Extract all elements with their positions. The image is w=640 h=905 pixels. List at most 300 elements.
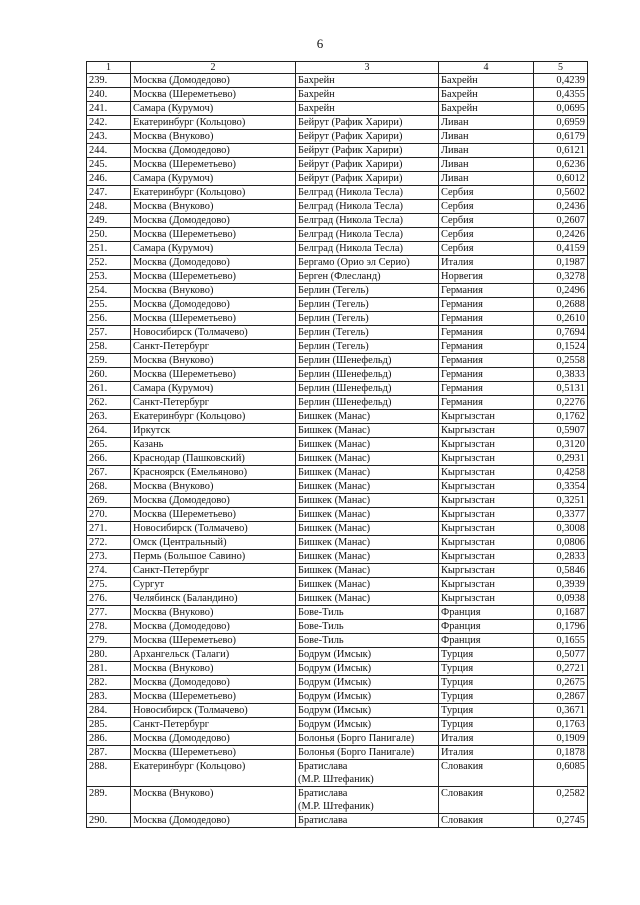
row-number: 279.: [87, 634, 131, 648]
destination-country: Бахрейн: [439, 88, 534, 102]
destination-country: Германия: [439, 354, 534, 368]
destination-country: Кыргызстан: [439, 564, 534, 578]
destination-country: Кыргызстан: [439, 550, 534, 564]
origin-airport: Самара (Курумоч): [131, 172, 296, 186]
destination-country: Кыргызстан: [439, 592, 534, 606]
row-number: 276.: [87, 592, 131, 606]
header-col-4: 4: [439, 62, 534, 74]
row-number: 242.: [87, 116, 131, 130]
table-row: [87, 578, 588, 592]
table-row: [87, 74, 588, 88]
table-row: [87, 88, 588, 102]
destination-country: Италия: [439, 256, 534, 270]
destination-country: Германия: [439, 312, 534, 326]
table-row: [87, 200, 588, 214]
table-row: [87, 634, 588, 648]
destination-airport: Бахрейн: [296, 88, 439, 102]
destination-country: Норвегия: [439, 270, 534, 284]
rate-value: 0,6236: [534, 158, 588, 172]
destination-country: Франция: [439, 620, 534, 634]
page-number: 6: [316, 36, 324, 51]
row-number: 277.: [87, 606, 131, 620]
destination-airport: Бове-Тиль: [296, 634, 439, 648]
origin-airport: Москва (Внуково): [131, 662, 296, 676]
destination-country: Словакия: [439, 760, 534, 787]
destination-airport: Бодрум (Имсык): [296, 690, 439, 704]
destination-name: Братислава: [298, 788, 348, 799]
row-number: 282.: [87, 676, 131, 690]
destination-airport: Берлин (Шенефельд): [296, 382, 439, 396]
origin-airport: Екатеринбург (Кольцово): [131, 116, 296, 130]
row-number: 287.: [87, 746, 131, 760]
destination-airport: Берлин (Тегель): [296, 298, 439, 312]
destination-airport: Бейрут (Рафик Харири): [296, 158, 439, 172]
destination-airport: Бодрум (Имсык): [296, 718, 439, 732]
destination-airport: Бове-Тиль: [296, 606, 439, 620]
destination-country: Ливан: [439, 116, 534, 130]
origin-airport: Москва (Шереметьево): [131, 746, 296, 760]
rate-value: 0,6179: [534, 130, 588, 144]
table-row: [87, 522, 588, 536]
row-number: 241.: [87, 102, 131, 116]
header-col-5: 5: [534, 62, 588, 74]
rate-value: 0,5907: [534, 424, 588, 438]
destination-country: Германия: [439, 284, 534, 298]
destination-country: Сербия: [439, 186, 534, 200]
table-row: [87, 438, 588, 452]
destination-airport: Бергамо (Орио эл Серио): [296, 256, 439, 270]
origin-airport: Москва (Шереметьево): [131, 228, 296, 242]
destination-country: Германия: [439, 382, 534, 396]
rate-value: 0,0806: [534, 536, 588, 550]
origin-airport: Красноярск (Емельяново): [131, 466, 296, 480]
destination-airport: Берлин (Тегель): [296, 284, 439, 298]
table-row: [87, 564, 588, 578]
origin-airport: Москва (Внуково): [131, 130, 296, 144]
row-number: 265.: [87, 438, 131, 452]
table-row: [87, 494, 588, 508]
row-number: 260.: [87, 368, 131, 382]
rate-value: 0,4239: [534, 74, 588, 88]
row-number: 278.: [87, 620, 131, 634]
rate-value: 0,3354: [534, 480, 588, 494]
rate-value: 0,7694: [534, 326, 588, 340]
rate-value: 0,1524: [534, 340, 588, 354]
row-number: 267.: [87, 466, 131, 480]
destination-airport: Бишкек (Манас): [296, 480, 439, 494]
destination-airport: Болонья (Борго Панигале): [296, 746, 439, 760]
table-row: [87, 690, 588, 704]
rate-value: 0,6121: [534, 144, 588, 158]
destination-airport: Белград (Никола Тесла): [296, 200, 439, 214]
row-number: 247.: [87, 186, 131, 200]
row-number: 283.: [87, 690, 131, 704]
destination-country: Германия: [439, 368, 534, 382]
destination-country: Франция: [439, 606, 534, 620]
row-number: 244.: [87, 144, 131, 158]
row-number: 264.: [87, 424, 131, 438]
row-number: 281.: [87, 662, 131, 676]
destination-airport: Бахрейн: [296, 102, 439, 116]
rate-value: 0,3833: [534, 368, 588, 382]
row-number: 248.: [87, 200, 131, 214]
rate-value: 0,5602: [534, 186, 588, 200]
row-number: 275.: [87, 578, 131, 592]
destination-airport: Берлин (Тегель): [296, 340, 439, 354]
rate-value: 0,3939: [534, 578, 588, 592]
rate-value: 0,2607: [534, 214, 588, 228]
origin-airport: Москва (Внуково): [131, 606, 296, 620]
origin-airport: Москва (Шереметьево): [131, 634, 296, 648]
row-number: 280.: [87, 648, 131, 662]
rate-value: 0,1796: [534, 620, 588, 634]
origin-airport: Москва (Домодедово): [131, 620, 296, 634]
destination-airport: Бове-Тиль: [296, 620, 439, 634]
table-row: [87, 550, 588, 564]
destination-country: Турция: [439, 690, 534, 704]
origin-airport: Москва (Внуково): [131, 480, 296, 494]
rate-value: 0,1762: [534, 410, 588, 424]
row-number: 256.: [87, 312, 131, 326]
table-row: [87, 116, 588, 130]
rate-value: 0,2276: [534, 396, 588, 410]
origin-airport: Санкт-Петербург: [131, 564, 296, 578]
destination-country: Бахрейн: [439, 102, 534, 116]
origin-airport: Иркутск: [131, 424, 296, 438]
table-row: [87, 718, 588, 732]
row-number: 253.: [87, 270, 131, 284]
rate-value: 0,5846: [534, 564, 588, 578]
table-row: [87, 312, 588, 326]
row-number: 261.: [87, 382, 131, 396]
destination-country: Германия: [439, 298, 534, 312]
destination-country: Кыргызстан: [439, 424, 534, 438]
table-row: [87, 326, 588, 340]
table-row: [87, 284, 588, 298]
origin-airport: Москва (Домодедово): [131, 494, 296, 508]
row-number: 289.: [87, 787, 131, 814]
destination-airport: Бодрум (Имсык): [296, 648, 439, 662]
destination-country: Кыргызстан: [439, 578, 534, 592]
row-number: 269.: [87, 494, 131, 508]
table-row: [87, 256, 588, 270]
destination-country: Бахрейн: [439, 74, 534, 88]
origin-airport: Екатеринбург (Кольцово): [131, 410, 296, 424]
destination-airport: Берлин (Тегель): [296, 312, 439, 326]
origin-airport: Москва (Внуково): [131, 200, 296, 214]
origin-airport: Москва (Домодедово): [131, 74, 296, 88]
table-row: [87, 648, 588, 662]
table-row: [87, 158, 588, 172]
table-row: [87, 354, 588, 368]
origin-airport: Челябинск (Баландино): [131, 592, 296, 606]
origin-airport: Пермь (Большое Савино): [131, 550, 296, 564]
row-number: 285.: [87, 718, 131, 732]
row-number: 290.: [87, 814, 131, 828]
rate-value: 0,2558: [534, 354, 588, 368]
table-row: [87, 172, 588, 186]
row-number: 250.: [87, 228, 131, 242]
table-row: [87, 186, 588, 200]
destination-country: Кыргызстан: [439, 536, 534, 550]
origin-airport: Самара (Курумоч): [131, 102, 296, 116]
row-number: 274.: [87, 564, 131, 578]
rate-value: 0,3120: [534, 438, 588, 452]
destination-country: Ливан: [439, 130, 534, 144]
destination-airport: Бишкек (Манас): [296, 578, 439, 592]
rate-value: 0,2426: [534, 228, 588, 242]
table-row: [87, 368, 588, 382]
destination-airport: Бишкек (Манас): [296, 452, 439, 466]
destination-country: Турция: [439, 662, 534, 676]
table-row: [87, 396, 588, 410]
destination-airport: Белград (Никола Тесла): [296, 214, 439, 228]
origin-airport: Москва (Домодедово): [131, 676, 296, 690]
origin-airport: Москва (Домодедово): [131, 144, 296, 158]
destination-country: Франция: [439, 634, 534, 648]
row-number: 239.: [87, 74, 131, 88]
table-row: [87, 130, 588, 144]
rate-value: 0,2931: [534, 452, 588, 466]
destination-airport: Братислава: [296, 814, 439, 828]
rate-value: 0,5131: [534, 382, 588, 396]
destination-country: Германия: [439, 326, 534, 340]
row-number: 268.: [87, 480, 131, 494]
destination-country: Турция: [439, 648, 534, 662]
rate-value: 0,0938: [534, 592, 588, 606]
origin-airport: Новосибирск (Толмачево): [131, 704, 296, 718]
row-number: 262.: [87, 396, 131, 410]
origin-airport: Краснодар (Пашковский): [131, 452, 296, 466]
origin-airport: Самара (Курумоч): [131, 382, 296, 396]
table-row: [87, 787, 588, 814]
destination-airport: Бодрум (Имсык): [296, 676, 439, 690]
origin-airport: Новосибирск (Толмачево): [131, 522, 296, 536]
destination-airport: Бишкек (Манас): [296, 536, 439, 550]
destination-country: Кыргызстан: [439, 452, 534, 466]
rate-value: 0,6959: [534, 116, 588, 130]
rate-value: 0,2675: [534, 676, 588, 690]
rate-value: 0,4355: [534, 88, 588, 102]
header-row: [87, 62, 588, 74]
destination-country: Кыргызстан: [439, 508, 534, 522]
table-row: [87, 270, 588, 284]
destination-airport: Бейрут (Рафик Харири): [296, 130, 439, 144]
row-number: 258.: [87, 340, 131, 354]
row-number: 254.: [87, 284, 131, 298]
rate-value: 0,1987: [534, 256, 588, 270]
destination-country: Италия: [439, 746, 534, 760]
destination-country: Турция: [439, 676, 534, 690]
row-number: 270.: [87, 508, 131, 522]
row-number: 286.: [87, 732, 131, 746]
table-row: [87, 340, 588, 354]
destination-name: Братислава: [298, 761, 348, 772]
origin-airport: Омск (Центральный): [131, 536, 296, 550]
origin-airport: Архангельск (Талаги): [131, 648, 296, 662]
row-number: 273.: [87, 550, 131, 564]
table-row: [87, 228, 588, 242]
destination-country: Кыргызстан: [439, 480, 534, 494]
destination-airport: Бишкек (Манас): [296, 592, 439, 606]
origin-airport: Санкт-Петербург: [131, 718, 296, 732]
table-row: [87, 662, 588, 676]
table-row: [87, 242, 588, 256]
destination-airport: Берлин (Тегель): [296, 326, 439, 340]
header-col-2: 2: [131, 62, 296, 74]
origin-airport: Санкт-Петербург: [131, 340, 296, 354]
table-row: [87, 466, 588, 480]
destination-airport: Белград (Никола Тесла): [296, 242, 439, 256]
destination-airport: Берлин (Шенефельд): [296, 368, 439, 382]
row-number: 252.: [87, 256, 131, 270]
destination-airport: Болонья (Борго Панигале): [296, 732, 439, 746]
row-number: 246.: [87, 172, 131, 186]
destination-country: Кыргызстан: [439, 438, 534, 452]
table-row: [87, 410, 588, 424]
origin-airport: Москва (Шереметьево): [131, 690, 296, 704]
row-number: 255.: [87, 298, 131, 312]
rate-value: 0,2436: [534, 200, 588, 214]
rate-value: 0,1763: [534, 718, 588, 732]
rate-value: 0,2496: [534, 284, 588, 298]
row-number: 243.: [87, 130, 131, 144]
row-number: 271.: [87, 522, 131, 536]
origin-airport: Сургут: [131, 578, 296, 592]
rate-value: 0,6085: [534, 760, 588, 787]
destination-country: Кыргызстан: [439, 494, 534, 508]
rate-value: 0,1655: [534, 634, 588, 648]
destination-airport: Бодрум (Имсык): [296, 662, 439, 676]
rate-value: 0,2745: [534, 814, 588, 828]
destination-country: Сербия: [439, 200, 534, 214]
destination-airport: Бишкек (Манас): [296, 550, 439, 564]
destination-country: Словакия: [439, 787, 534, 814]
rate-value: 0,2833: [534, 550, 588, 564]
rate-value: 0,3377: [534, 508, 588, 522]
destination-airport: Бодрум (Имсык): [296, 704, 439, 718]
destination-airport: Белград (Никола Тесла): [296, 186, 439, 200]
rate-value: 0,2688: [534, 298, 588, 312]
origin-airport: Москва (Шереметьево): [131, 368, 296, 382]
destination-country: Германия: [439, 396, 534, 410]
destination-airport: [296, 760, 439, 787]
table-row: [87, 676, 588, 690]
destination-airport: [296, 787, 439, 814]
rate-value: 0,6012: [534, 172, 588, 186]
rate-value: 0,1909: [534, 732, 588, 746]
origin-airport: Москва (Домодедово): [131, 814, 296, 828]
destination-country: Германия: [439, 340, 534, 354]
header-col-3: 3: [296, 62, 439, 74]
row-number: 288.: [87, 760, 131, 787]
destination-country: Словакия: [439, 814, 534, 828]
origin-airport: Москва (Шереметьево): [131, 158, 296, 172]
table-row: [87, 382, 588, 396]
rate-value: 0,5077: [534, 648, 588, 662]
destination-airport: Бишкек (Манас): [296, 494, 439, 508]
destination-country: Кыргызстан: [439, 522, 534, 536]
origin-airport: Москва (Шереметьево): [131, 508, 296, 522]
table-row: [87, 746, 588, 760]
rate-value: 0,4258: [534, 466, 588, 480]
table-row: [87, 102, 588, 116]
rate-value: 0,1687: [534, 606, 588, 620]
origin-airport: Москва (Домодедово): [131, 298, 296, 312]
destination-airport: Бишкек (Манас): [296, 466, 439, 480]
table-row: [87, 452, 588, 466]
row-number: 259.: [87, 354, 131, 368]
rate-value: 0,2582: [534, 787, 588, 814]
destination-airport: Белград (Никола Тесла): [296, 228, 439, 242]
origin-airport: Екатеринбург (Кольцово): [131, 760, 296, 787]
row-number: 245.: [87, 158, 131, 172]
row-number: 257.: [87, 326, 131, 340]
destination-airport: Бейрут (Рафик Харири): [296, 144, 439, 158]
table-row: [87, 732, 588, 746]
destination-country: Ливан: [439, 172, 534, 186]
origin-airport: Москва (Внуково): [131, 284, 296, 298]
destination-country: Сербия: [439, 214, 534, 228]
destination-country: Сербия: [439, 242, 534, 256]
origin-airport: Санкт-Петербург: [131, 396, 296, 410]
row-number: 240.: [87, 88, 131, 102]
origin-airport: Казань: [131, 438, 296, 452]
destination-airport: Берлин (Шенефельд): [296, 354, 439, 368]
destination-airport: Бишкек (Манас): [296, 424, 439, 438]
rate-value: 0,3278: [534, 270, 588, 284]
origin-airport: Москва (Внуково): [131, 787, 296, 814]
rate-value: 0,3671: [534, 704, 588, 718]
row-number: 251.: [87, 242, 131, 256]
destination-country: Турция: [439, 718, 534, 732]
origin-airport: Москва (Внуково): [131, 354, 296, 368]
origin-airport: Москва (Шереметьево): [131, 312, 296, 326]
row-number: 263.: [87, 410, 131, 424]
rate-value: 0,2721: [534, 662, 588, 676]
destination-airport: Берген (Флесланд): [296, 270, 439, 284]
origin-airport: Москва (Домодедово): [131, 732, 296, 746]
table-row: [87, 620, 588, 634]
rate-value: 0,3251: [534, 494, 588, 508]
origin-airport: Самара (Курумоч): [131, 242, 296, 256]
rate-value: 0,4159: [534, 242, 588, 256]
destination-airport: Бишкек (Манас): [296, 410, 439, 424]
table-row: [87, 760, 588, 787]
destination-country: Турция: [439, 704, 534, 718]
row-number: 266.: [87, 452, 131, 466]
destination-airport: Бишкек (Манас): [296, 508, 439, 522]
destination-airport: Бейрут (Рафик Харири): [296, 172, 439, 186]
table-row: [87, 814, 588, 828]
table-row: [87, 424, 588, 438]
destination-country: Кыргызстан: [439, 410, 534, 424]
row-number: 284.: [87, 704, 131, 718]
table-row: [87, 704, 588, 718]
destination-country: Кыргызстан: [439, 466, 534, 480]
rate-value: 0,2610: [534, 312, 588, 326]
rate-value: 0,2867: [534, 690, 588, 704]
rate-value: 0,3008: [534, 522, 588, 536]
destination-country: Италия: [439, 732, 534, 746]
table-row: [87, 480, 588, 494]
destination-country: Сербия: [439, 228, 534, 242]
table-row: [87, 592, 588, 606]
origin-airport: Екатеринбург (Кольцово): [131, 186, 296, 200]
origin-airport: Новосибирск (Толмачево): [131, 326, 296, 340]
destination-airport-name: (М.Р. Штефаник): [298, 774, 374, 785]
row-number: 249.: [87, 214, 131, 228]
